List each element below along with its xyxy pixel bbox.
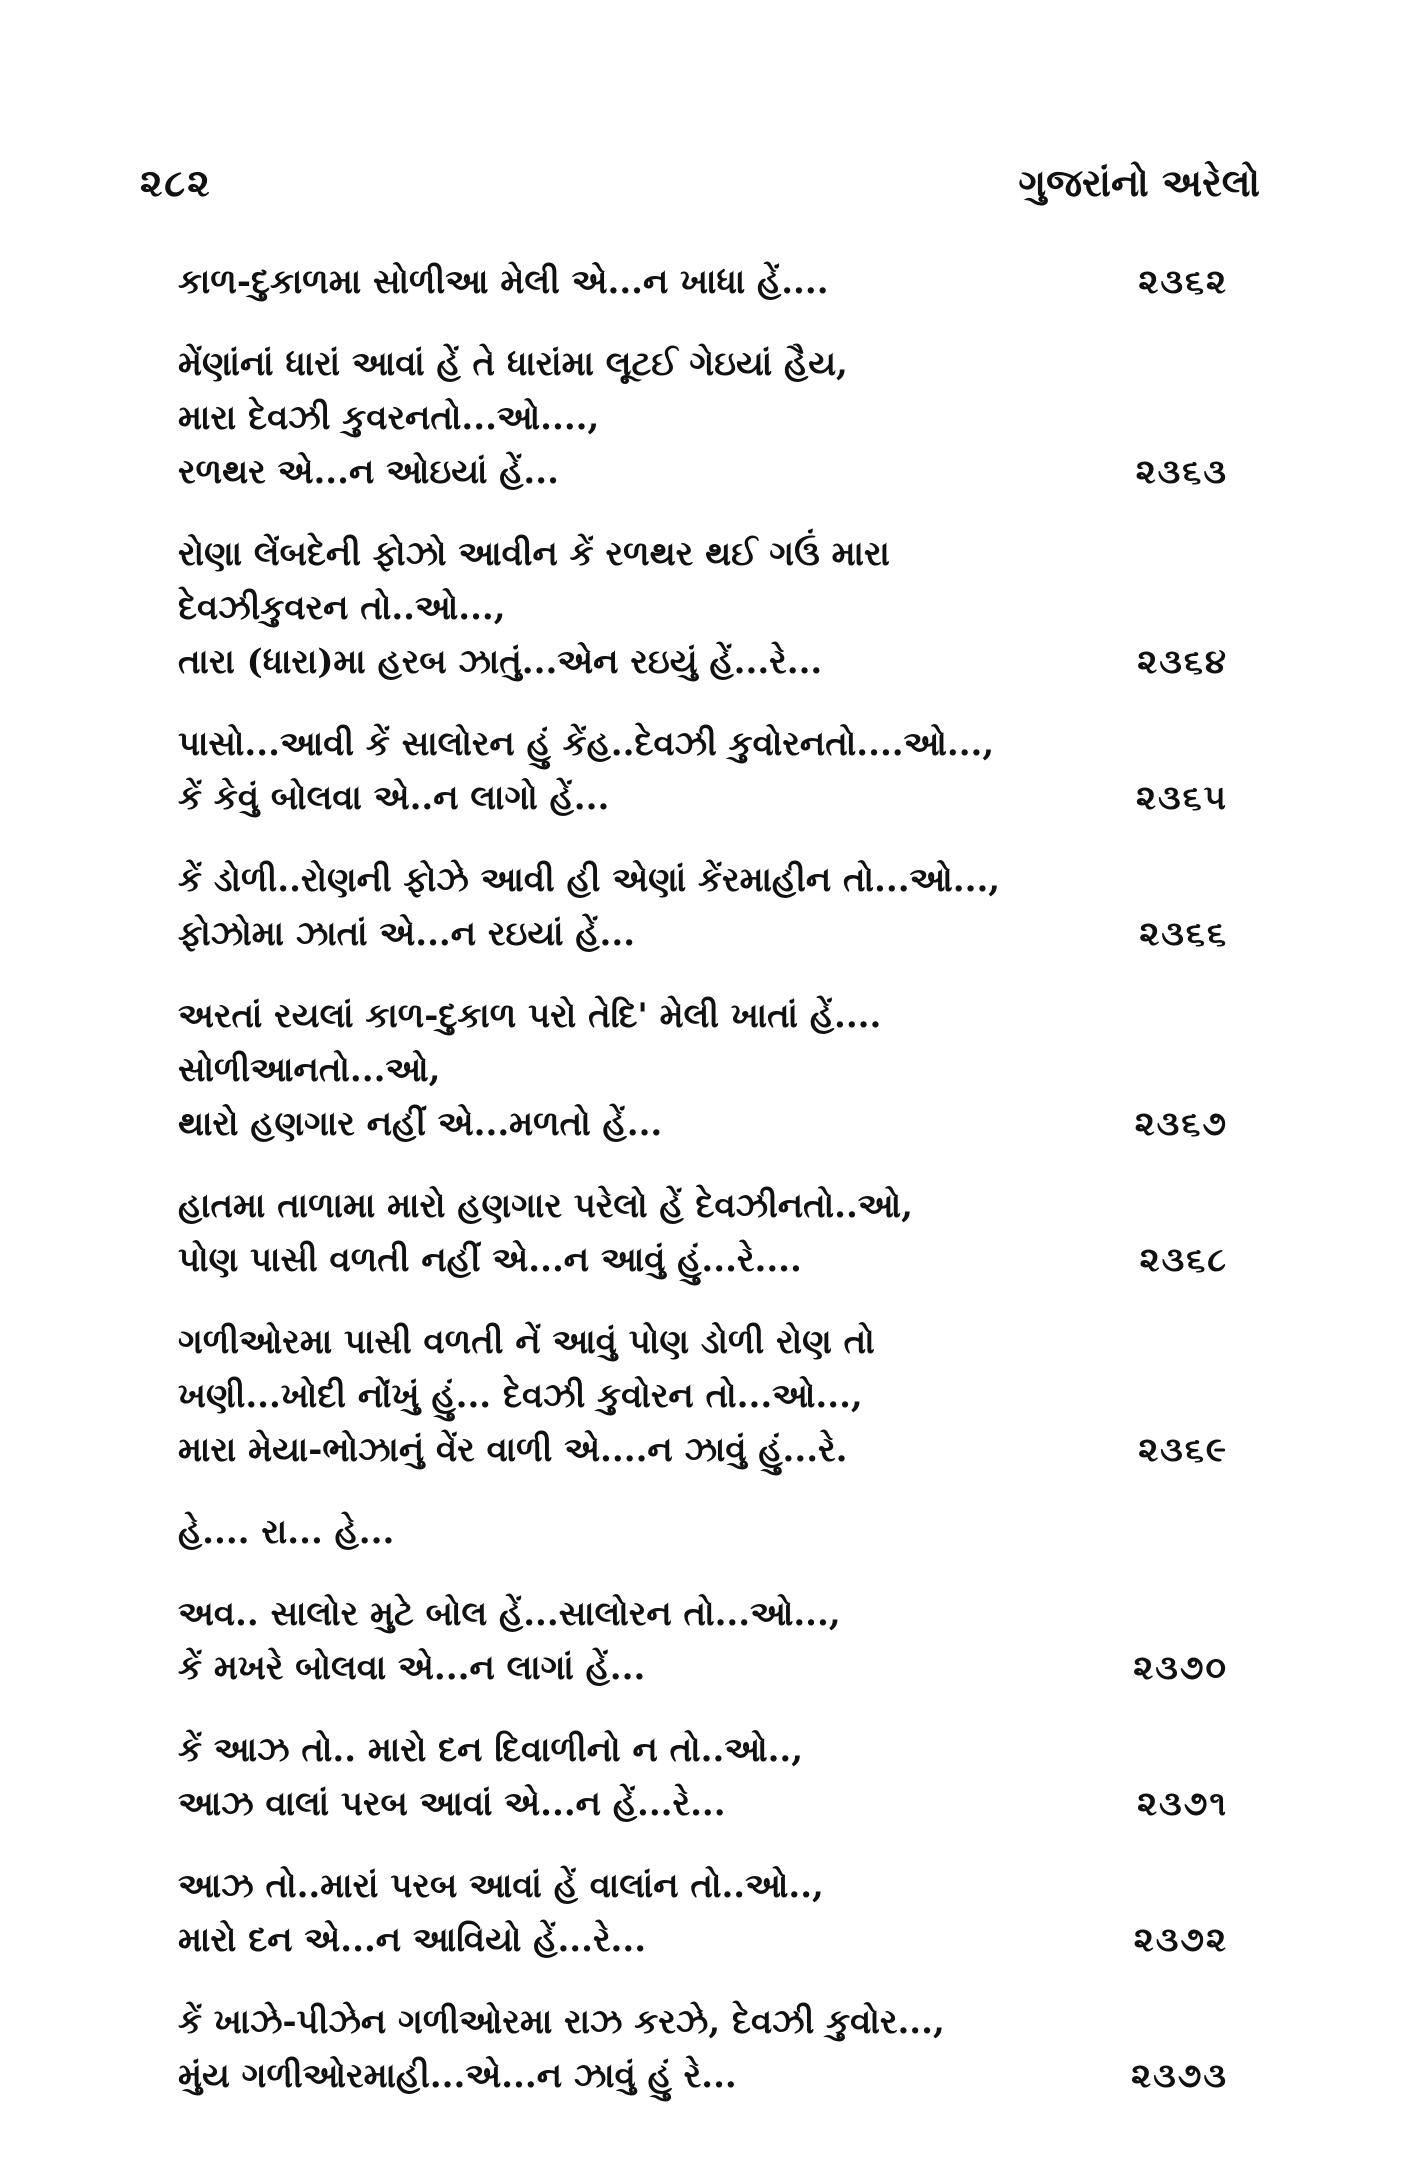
verse-line: કેં કેવું બોલવા એ..ન લાગો હેં... [178, 778, 610, 818]
verse-line: દેવઝીકુવરન તો..ઓ..., [178, 588, 506, 628]
verse-stanza [178, 1995, 1228, 2103]
verse-line: કેં આઝ તો.. મારો દન દિવાળીનો ન તો..ઓ.., [178, 1730, 804, 1770]
verse-line: કાળ-દુકાળમા સોળીઆ મેલી એ...ન ખાધા હેં.... [178, 262, 829, 302]
verse-stanza [178, 527, 1228, 689]
verse-line: અવ.. સાલોર મુટે બોલ હેં...સાલોરન તો...ઓ..., [178, 1594, 841, 1634]
verse-stanza [178, 255, 1228, 309]
verse-line: આઝ વાલાં પરબ આવાં એ...ન હેં...રે... [178, 1784, 726, 1824]
verse-stanza [178, 1859, 1228, 1967]
verse-stanza [178, 1587, 1228, 1695]
verse-line: મારા મેયા-ભોઝાનું વેંર વાળી એ....ન ઝાવું હું...રે. [178, 1430, 848, 1470]
verse-number: ૨૩૬૩ [1135, 452, 1228, 492]
verse-number: ૨૩૭૧ [1137, 1784, 1228, 1824]
verse-line: મારો દન એ...ન આવિયો હેં...રે... [178, 1920, 647, 1960]
verse-number: ૨૩૬૪ [1137, 642, 1228, 682]
verse-number: ૨૩૭૦ [1133, 1648, 1228, 1688]
verse-line: કેં ખાઝે-પીઝેન ગળીઓરમા રાઝ કરઝે, દેવઝી કુવોર..., [178, 2002, 945, 2042]
verse-line: મુંય ગળીઓરમાહી...એ...ન ઝાવું હું રે... [178, 2056, 737, 2096]
verse-line: અરતાં રયલાં કાળ-દુકાળ પરો તેદિ' મેલી ખાતાં હેં.... [178, 996, 882, 1036]
verse-number: ૨૩૭૨ [1133, 1920, 1228, 1960]
verse-line: હે.... રા... હે... [178, 1512, 395, 1552]
verse-number: ૨૩૬૮ [1139, 1240, 1228, 1280]
verse-stanza [178, 1179, 1228, 1287]
verse-line: થારો હણગાર નહીં એ...મળતો હેં... [178, 1104, 663, 1144]
verse-number: ૨૩૬૭ [1134, 1104, 1228, 1144]
verse-line: રળથર એ...ન ઓઇયાં હેં... [178, 452, 559, 492]
verse-line: હાતમા તાળામા મારો હણગાર પરેલો હેં દેવઝીનતો..ઓ, [178, 1186, 913, 1226]
verse-number: ૨૩૬૨ [1138, 262, 1228, 302]
verse-stanza [178, 989, 1228, 1151]
verse-stanza [178, 1505, 1228, 1559]
page-number: ૨૮૨ [140, 160, 212, 205]
verse-stanza [178, 717, 1228, 825]
verse-number: ૨૩૬૫ [1136, 778, 1228, 818]
running-title: ગુજરાંનો અરેલો [1018, 160, 1260, 205]
verse-number: ૨૩૬૯ [1138, 1430, 1228, 1470]
verse-stanza [178, 1723, 1228, 1831]
verse-line: ખણી...ખોદી નોંખું હું... દેવઝી કુવોરન તો...ઓ..., [178, 1376, 863, 1416]
verse-stanza [178, 1315, 1228, 1477]
verse-line: કેં ડોળી..રોણની ફોઝે આવી હી એણાં કેંરમાહીન તો...ઓ..., [178, 860, 1001, 900]
page-header [140, 160, 1260, 220]
verse-list [178, 255, 1228, 2131]
verse-line: ફોઝોમા ઝાતાં એ...ન રઇયાં હેં... [178, 914, 636, 954]
verse-stanza [178, 337, 1228, 499]
verse-stanza [178, 853, 1228, 961]
verse-line: રોણા લેંબદેની ફોઝો આવીન કેં રળથર થઈ ગઉં મારા [178, 534, 890, 574]
verse-line: મારા દેવઝી કુવરનતો...ઓ...., [178, 398, 600, 438]
verse-line: કેં મખરે બોલવા એ...ન લાગાં હેં... [178, 1648, 646, 1688]
verse-line: ગળીઓરમા પાસી વળતી નેં આવું પોણ ડોળી રોણ તો [178, 1322, 875, 1362]
verse-line: મેંણાંનાં ધારાં આવાં હેં તે ધારાંમા લૂટઈ ગેઇયાં હૈય, [178, 344, 848, 384]
verse-line: તારા (ધારા)મા હરબ ઝાતું...એન રઇયું હેં...રે... [178, 642, 823, 682]
verse-line: સોળીઆનતો...ઓ, [178, 1050, 441, 1090]
verse-line: પોણ પાસી વળતી નહીં એ...ન આવું હું...રે.... [178, 1240, 802, 1280]
verse-line: પાસો...આવી કેં સાલોરન હું કેંહ..દેવઝી કુવોરનતો....ઓ..., [178, 724, 995, 764]
verse-number: ૨૩૭૩ [1131, 2056, 1228, 2096]
verse-line: આઝ તો..મારાં પરબ આવાં હેં વાલાંન તો..ઓ.., [178, 1866, 824, 1906]
verse-number: ૨૩૬૬ [1139, 914, 1228, 954]
